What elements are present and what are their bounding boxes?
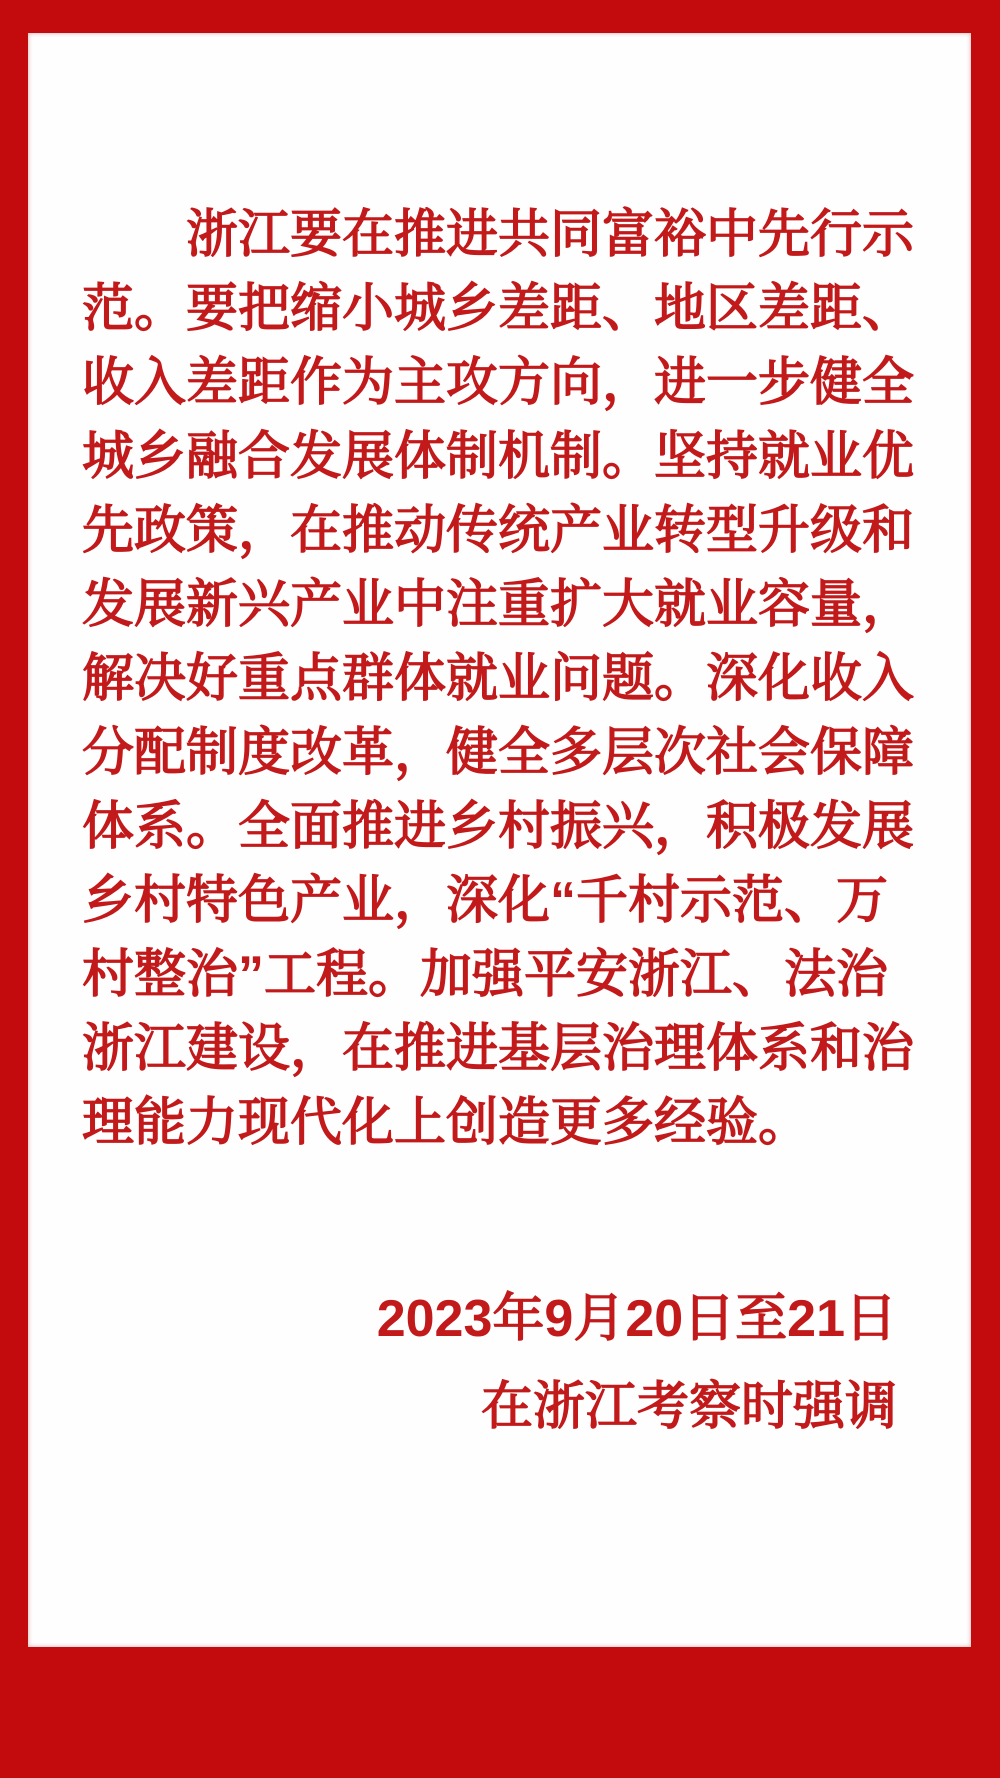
attribution-date: 2023年9月20日至21日 [376, 1290, 897, 1348]
quote-line: 浙江建设，在推进基层治理体系和治 [82, 1020, 915, 1078]
quote-line: 先政策，在推动传统产业转型升级和 [82, 502, 915, 560]
quote-line: 城乡融合发展体制机制。坚持就业优 [82, 428, 915, 486]
quote-line: 收入差距作为主攻方向，进一步健全 [82, 354, 915, 412]
quote-line: 浙江要在推进共同富裕中先行示 [186, 206, 915, 264]
quote-line: 范。要把缩小城乡差距、地区差距、 [82, 280, 915, 338]
quote-line: 发展新兴产业中注重扩大就业容量， [82, 576, 915, 634]
quote-line: 村整治”工程。加强平安浙江、法治 [82, 946, 889, 1004]
attribution-occasion: 在浙江考察时强调 [480, 1378, 897, 1436]
quote-line: 乡村特色产业，深化“千村示范、万 [82, 872, 889, 930]
quote-text-block [82, 198, 918, 1160]
quote-line: 分配制度改革，健全多层次社会保障 [82, 724, 915, 782]
attribution-block [377, 1275, 897, 1451]
quote-line: 理能力现代化上创造更多经验。 [82, 1094, 811, 1152]
quote-line: 解决好重点群体就业问题。深化收入 [82, 650, 915, 708]
quote-line: 体系。全面推进乡村振兴，积极发展 [82, 798, 915, 856]
